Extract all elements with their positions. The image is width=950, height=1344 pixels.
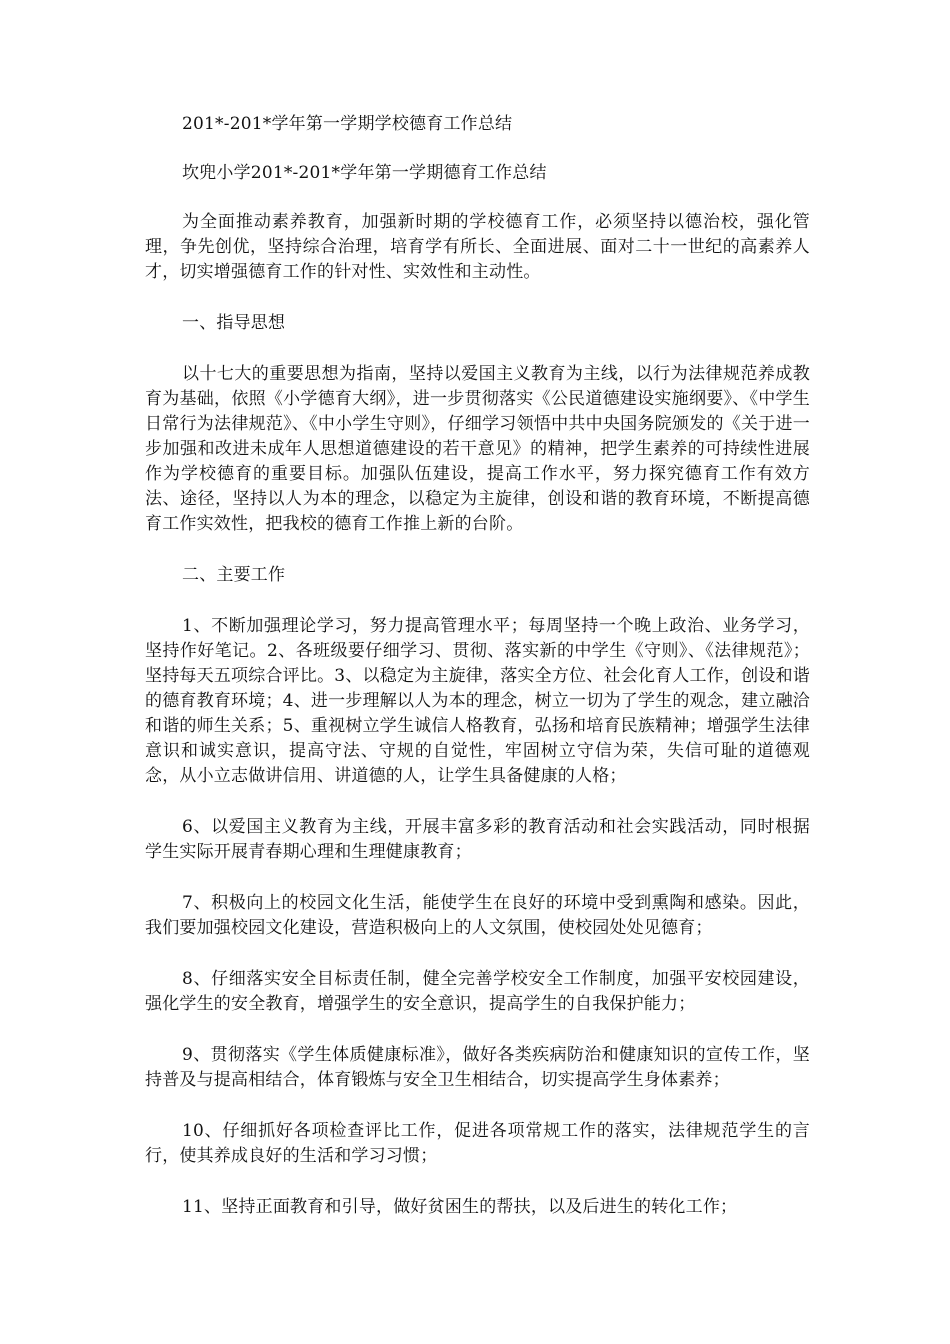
work-item-paragraph: 6、以爱国主义教育为主线，开展丰富多彩的教育活动和社会实践活动，同时根据学生实际开展青春期心理和生理健康教育； [145,817,810,862]
section-heading-guiding-thought: 一、指导思想 [182,313,286,333]
work-item-paragraph: 9、贯彻落实《学生体质健康标准》，做好各类疾病防治和健康知识的宣传工作，坚持普及与提高相结合，体育锻炼与安全卫生相结合，切实提高学生身体素养； [145,1045,810,1090]
document-subtitle: 坎兜小学201*-201*学年第一学期德育工作总结 [182,163,547,183]
document-title: 201*-201*学年第一学期学校德育工作总结 [182,114,513,134]
section-heading-main-work: 二、主要工作 [182,565,286,585]
work-item-paragraph: 11、坚持正面教育和引导，做好贫困生的帮扶，以及后进生的转化工作； [182,1197,738,1217]
document-page [145,112,810,1246]
work-item-paragraph: 1、不断加强理论学习，努力提高管理水平；每周坚持一个晚上政治、业务学习，坚持作好笔记。2、各班级要仔细学习、贯彻、落实新的中学生《守则》、《法律规范》；坚持每天五项综合评比。3、以稳定为主旋律，落实全方位、社会化育人工作，创设和谐的德育教育环境；4、进一步理解以人为本的理念，树立一切为了学生的观念，建立融洽和谐的师生关系；5、重视树立学生诚信人格教育，弘扬和培育民族精神；增强学生法律意识和诚实意识，提高守法、守规的自觉性，牢固树立守信为荣，失信可耻的道德观念，从小立志做讲信用、讲道德的人，让学生具备健康的人格； [145,616,810,786]
work-item-paragraph: 10、仔细抓好各项检查评比工作，促进各项常规工作的落实，法律规范学生的言行，使其养成良好的生活和学习习惯； [145,1121,810,1166]
work-item-paragraph: 8、仔细落实安全目标责任制，健全完善学校安全工作制度，加强平安校园建设，强化学生的安全教育，增强学生的安全意识，提高学生的自我保护能力； [145,969,810,1014]
work-item-paragraph: 7、积极向上的校园文化生活，能使学生在良好的环境中受到熏陶和感染。因此，我们要加强校园文化建设，营造积极向上的人文氛围，使校园处处见德育； [145,893,810,938]
intro-paragraph: 为全面推动素养教育，加强新时期的学校德育工作，必须坚持以德治校，强化管理，争先创优，坚持综合治理，培育学有所长、全面进展、面对二十一世纪的高素养人才，切实增强德育工作的针对性、实效性和主动性。 [145,212,810,282]
guiding-thought-paragraph: 以十七大的重要思想为指南，坚持以爱国主义教育为主线，以行为法律规范养成教育为基础，依照《小学德育大纲》，进一步贯彻落实《公民道德建设实施纲要》、《中学生日常行为法律规范》、《中小学生守则》，仔细学习领悟中共中央国务院颁发的《关于进一步加强和改进未成年人思想道德建设的若干意见》的精神，把学生素养的可持续性进展作为学校德育的重要目标。加强队伍建设，提高工作水平，努力探究德育工作有效方法、途径，坚持以人为本的理念，以稳定为主旋律，创设和谐的教育环境，不断提高德育工作实效性，把我校的德育工作推上新的台阶。 [145,364,810,534]
